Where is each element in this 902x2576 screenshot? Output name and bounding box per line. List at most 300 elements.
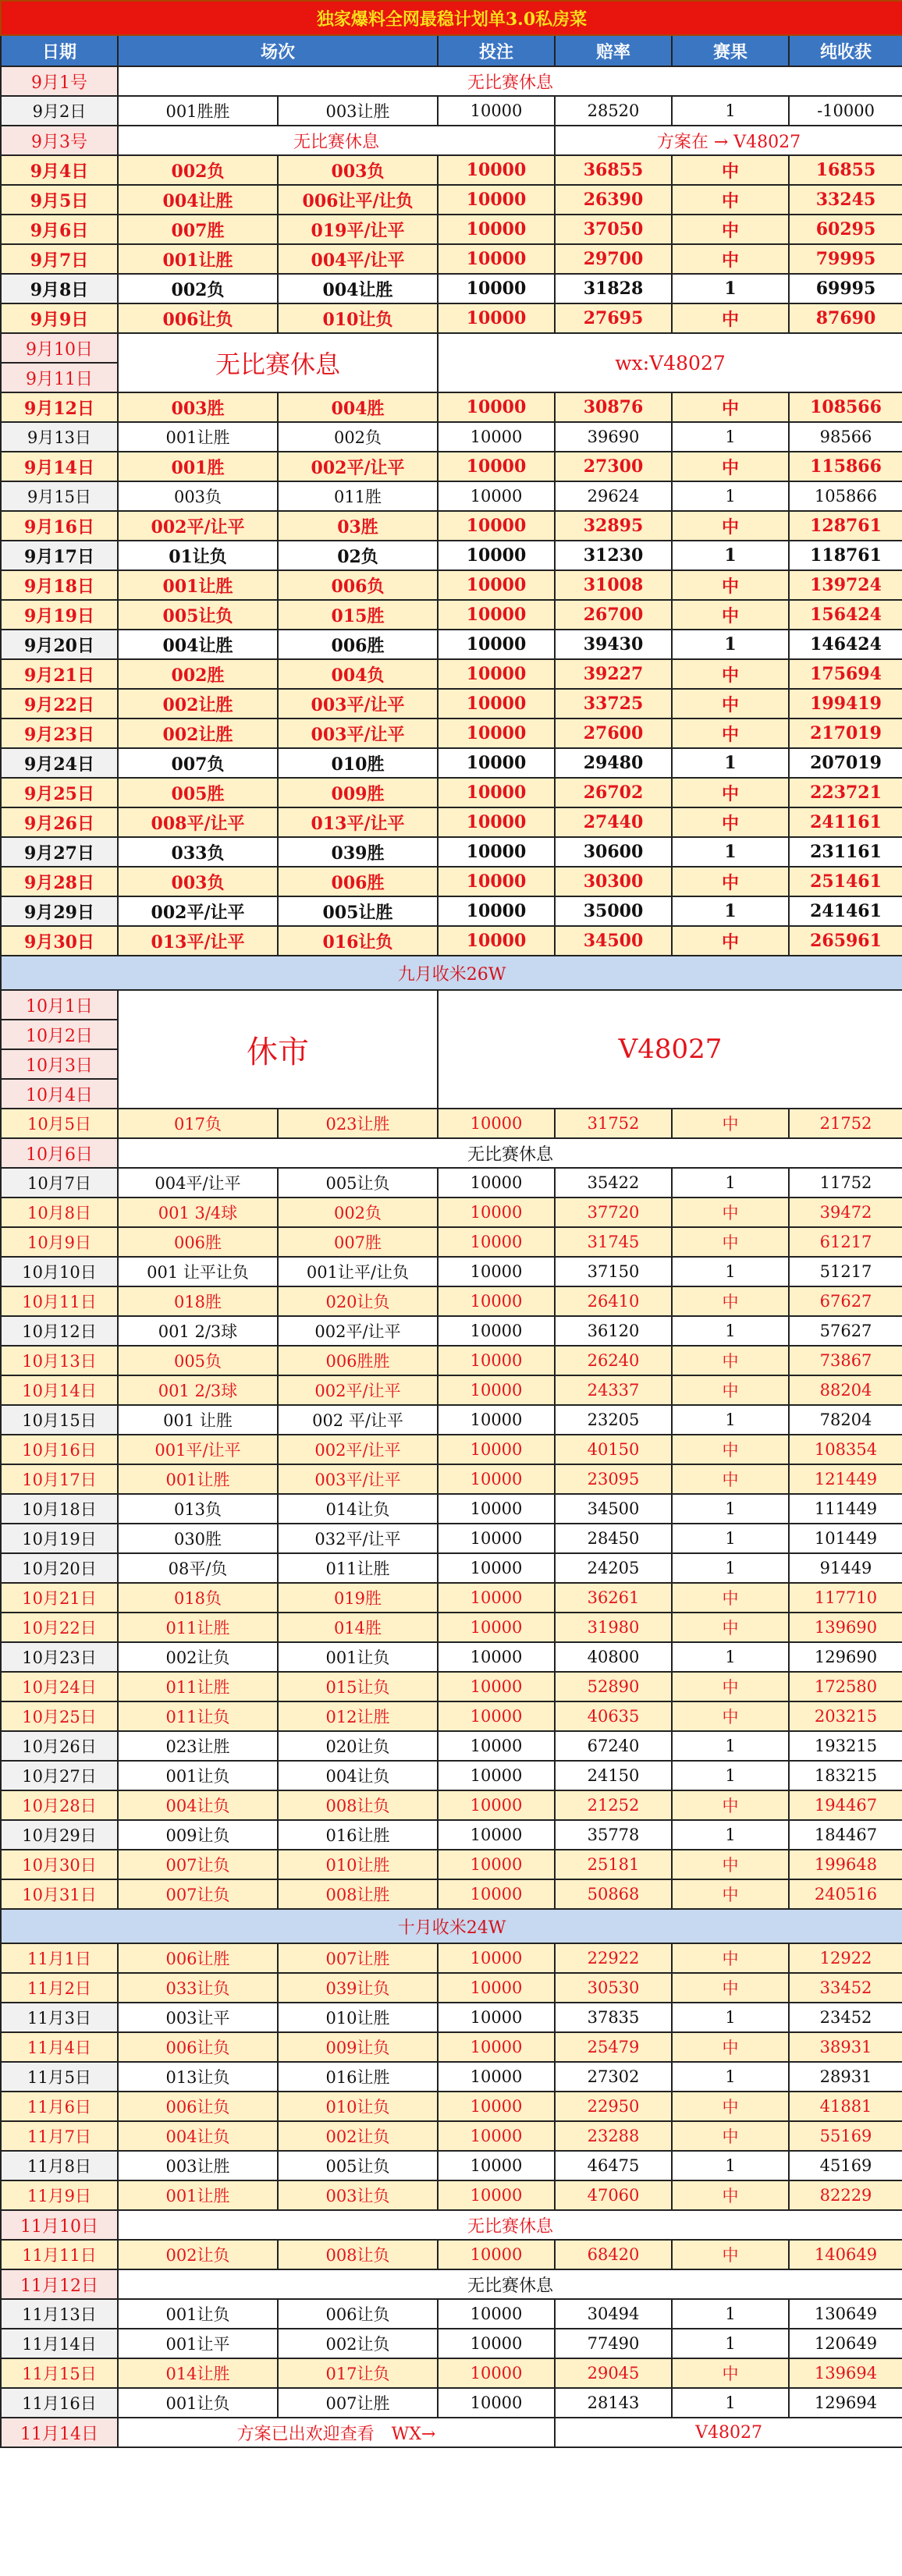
rest-note: 无比赛休息	[118, 2269, 902, 2299]
match-a-cell: 007让负	[118, 1879, 278, 1909]
date-cell: 9月5日	[1, 185, 118, 215]
header-matches: 场次	[118, 35, 438, 66]
result-cell: 1	[672, 2329, 789, 2358]
odds-cell: 32895	[555, 511, 672, 541]
stake-cell: 10000	[438, 185, 555, 215]
match-a-cell: 005让负	[118, 600, 278, 630]
match-b-cell: 002 平/让平	[278, 1405, 438, 1435]
odds-cell: 28143	[555, 2388, 672, 2418]
odds-cell: 30530	[555, 1973, 672, 2003]
net-cell: 45169	[789, 2151, 902, 2180]
date-cell: 10月9日	[1, 1227, 118, 1257]
net-cell: 61217	[789, 1227, 902, 1257]
match-a-cell: 004让负	[118, 1790, 278, 1820]
date-cell: 10月18日	[1, 1494, 118, 1524]
net-cell: 207019	[789, 748, 902, 778]
result-cell: 中	[672, 2032, 789, 2062]
odds-cell: 31828	[555, 274, 672, 303]
stake-cell: 10000	[438, 2121, 555, 2151]
date-cell: 9月6日	[1, 215, 118, 244]
net-cell: 115866	[789, 452, 902, 481]
net-cell: 11752	[789, 1168, 902, 1198]
match-b-cell: 003让胜	[278, 96, 438, 126]
date-cell: 11月12日	[1, 2269, 118, 2299]
net-cell: 67627	[789, 1286, 902, 1316]
stake-cell: 10000	[438, 1316, 555, 1346]
match-a-cell: 01让负	[118, 541, 278, 570]
net-cell: 51217	[789, 1257, 902, 1286]
odds-cell: 29045	[555, 2358, 672, 2388]
date-cell: 10月8日	[1, 1198, 118, 1227]
rest-row	[1, 2210, 902, 2240]
table-row	[1, 1405, 902, 1435]
match-b-cell: 003平/让平	[278, 1464, 438, 1494]
table-row	[1, 2358, 902, 2388]
result-cell: 中	[672, 1973, 789, 2003]
result-cell: 1	[672, 1642, 789, 1672]
stake-cell: 10000	[438, 1346, 555, 1375]
net-cell: 231161	[789, 837, 902, 867]
match-a-cell: 001让胜	[118, 570, 278, 600]
table-row	[1, 1731, 902, 1761]
stake-cell: 10000	[438, 659, 555, 689]
odds-cell: 77490	[555, 2329, 672, 2358]
net-cell: 128761	[789, 511, 902, 541]
table-row	[1, 303, 902, 333]
net-cell: 130649	[789, 2299, 902, 2329]
stake-cell: 10000	[438, 2240, 555, 2269]
net-cell: 129694	[789, 2388, 902, 2418]
date-cell: 10月15日	[1, 1405, 118, 1435]
date-cell: 9月30日	[1, 926, 118, 956]
stake-cell: 10000	[438, 481, 555, 511]
match-a-cell: 002平/让平	[118, 511, 278, 541]
odds-cell: 40150	[555, 1435, 672, 1464]
odds-cell: 31008	[555, 570, 672, 600]
net-cell: 108354	[789, 1435, 902, 1464]
match-b-cell: 009让负	[278, 2032, 438, 2062]
net-cell: 175694	[789, 659, 902, 689]
table-row	[1, 1257, 902, 1286]
net-cell: 55169	[789, 2121, 902, 2151]
match-b-cell: 001让平/让负	[278, 1257, 438, 1286]
table-row	[1, 1943, 902, 1973]
match-a-cell: 002胜	[118, 659, 278, 689]
match-b-cell: 008让胜	[278, 1879, 438, 1909]
result-cell: 1	[672, 1316, 789, 1346]
odds-cell: 27695	[555, 303, 672, 333]
net-cell: -10000	[789, 96, 902, 126]
contact-note: 方案在 → V48027	[555, 126, 902, 155]
result-cell: 中	[672, 185, 789, 215]
net-cell: 172580	[789, 1672, 902, 1701]
stake-cell: 10000	[438, 303, 555, 333]
net-cell: 16855	[789, 155, 902, 185]
month-summary: 十月收米24W	[1, 1909, 902, 1943]
table-row	[1, 1879, 902, 1909]
date-cell: 9月17日	[1, 541, 118, 570]
date-cell: 9月22日	[1, 689, 118, 719]
match-a-cell: 006让负	[118, 2092, 278, 2121]
contact-note: V48027	[555, 2418, 902, 2447]
match-b-cell: 016让负	[278, 926, 438, 956]
table-row	[1, 1494, 902, 1524]
odds-cell: 39690	[555, 422, 672, 452]
net-cell: 240516	[789, 1879, 902, 1909]
date-cell: 10月20日	[1, 1553, 118, 1583]
table-row	[1, 1613, 902, 1642]
match-a-cell: 002让胜	[118, 719, 278, 748]
odds-cell: 37835	[555, 2003, 672, 2032]
table-row	[1, 392, 902, 422]
footer-row	[1, 2418, 902, 2447]
result-cell: 中	[672, 303, 789, 333]
odds-cell: 24150	[555, 1761, 672, 1790]
stake-cell: 10000	[438, 807, 555, 837]
result-cell: 1	[672, 1257, 789, 1286]
net-cell: 184467	[789, 1820, 902, 1850]
match-a-cell: 003胜	[118, 392, 278, 422]
date-cell: 10月27日	[1, 1761, 118, 1790]
result-cell: 1	[672, 2388, 789, 2418]
odds-cell: 31752	[555, 1109, 672, 1138]
table-row	[1, 511, 902, 541]
result-cell: 中	[672, 155, 789, 185]
net-cell: 87690	[789, 303, 902, 333]
table-row	[1, 1198, 902, 1227]
date-cell: 11月2日	[1, 1973, 118, 2003]
odds-cell: 52890	[555, 1672, 672, 1701]
match-b-cell: 003平/让平	[278, 689, 438, 719]
match-b-cell: 002平/让平	[278, 1316, 438, 1346]
stake-cell: 10000	[438, 215, 555, 244]
odds-cell: 24337	[555, 1375, 672, 1405]
match-a-cell: 001 2/3球	[118, 1375, 278, 1405]
stake-cell: 10000	[438, 2329, 555, 2358]
contact-note: V48027	[438, 990, 902, 1109]
stake-cell: 10000	[438, 1257, 555, 1286]
match-b-cell: 004平/让平	[278, 244, 438, 274]
match-a-cell: 002负	[118, 274, 278, 303]
net-cell: 199419	[789, 689, 902, 719]
stake-cell: 10000	[438, 778, 555, 807]
match-a-cell: 003让胜	[118, 2151, 278, 2180]
table-row	[1, 274, 902, 303]
match-b-cell: 003让负	[278, 2180, 438, 2210]
match-a-cell: 003负	[118, 481, 278, 511]
table-row	[1, 1227, 902, 1257]
table-row	[1, 807, 902, 837]
date-cell: 10月21日	[1, 1583, 118, 1613]
match-b-cell: 006让负	[278, 2299, 438, 2329]
date-cell: 11月14日	[1, 2329, 118, 2358]
match-a-cell: 001让胜	[118, 244, 278, 274]
odds-cell: 31980	[555, 1613, 672, 1642]
date-cell: 10月14日	[1, 1375, 118, 1405]
match-a-cell: 001让负	[118, 2299, 278, 2329]
date-cell: 10月6日	[1, 1138, 118, 1168]
match-a-cell: 004平/让平	[118, 1168, 278, 1198]
match-a-cell: 08平/负	[118, 1553, 278, 1583]
stake-cell: 10000	[438, 2092, 555, 2121]
match-a-cell: 001让胜	[118, 1464, 278, 1494]
match-b-cell: 012让胜	[278, 1701, 438, 1731]
table-row	[1, 659, 902, 689]
result-cell: 1	[672, 274, 789, 303]
result-cell: 中	[672, 600, 789, 630]
match-b-cell: 032平/让平	[278, 1524, 438, 1553]
result-cell: 1	[672, 2003, 789, 2032]
table-row	[1, 541, 902, 570]
result-cell: 中	[672, 926, 789, 956]
result-cell: 中	[672, 392, 789, 422]
table-row	[1, 570, 902, 600]
header-date: 日期	[1, 35, 118, 66]
date-cell: 9月18日	[1, 570, 118, 600]
odds-cell: 24205	[555, 1553, 672, 1583]
result-cell: 中	[672, 1613, 789, 1642]
date-cell: 9月21日	[1, 659, 118, 689]
match-b-cell: 002平/让平	[278, 1375, 438, 1405]
match-a-cell: 011让胜	[118, 1672, 278, 1701]
stake-cell: 10000	[438, 1790, 555, 1820]
rest-note: 无比赛休息	[118, 126, 555, 155]
table-row	[1, 1316, 902, 1346]
table-row	[1, 1701, 902, 1731]
odds-cell: 22950	[555, 2092, 672, 2121]
odds-cell: 27302	[555, 2062, 672, 2092]
odds-cell: 30494	[555, 2299, 672, 2329]
match-b-cell: 015胜	[278, 600, 438, 630]
date-cell: 9月7日	[1, 244, 118, 274]
match-a-cell: 001胜胜	[118, 96, 278, 126]
net-cell: 39472	[789, 1198, 902, 1227]
table-row	[1, 1346, 902, 1375]
table-row	[1, 1761, 902, 1790]
rest-row	[1, 126, 902, 155]
table-row	[1, 719, 902, 748]
date-cell: 9月3号	[1, 126, 118, 155]
net-cell: 33452	[789, 1973, 902, 2003]
date-cell: 10月17日	[1, 1464, 118, 1494]
table-row	[1, 155, 902, 185]
date-cell: 10月3日	[1, 1049, 118, 1079]
result-cell: 中	[672, 1435, 789, 1464]
date-cell: 9月27日	[1, 837, 118, 867]
result-cell: 中	[672, 2358, 789, 2388]
match-a-cell: 002平/让平	[118, 896, 278, 926]
match-a-cell: 001胜	[118, 452, 278, 481]
match-a-cell: 001 3/4球	[118, 1198, 278, 1227]
rest-row	[1, 66, 902, 96]
odds-cell: 25181	[555, 1850, 672, 1879]
result-cell: 1	[672, 837, 789, 867]
date-cell: 9月24日	[1, 748, 118, 778]
result-cell: 1	[672, 1761, 789, 1790]
date-cell: 10月24日	[1, 1672, 118, 1701]
net-cell: 79995	[789, 244, 902, 274]
match-a-cell: 001平/让平	[118, 1435, 278, 1464]
result-cell: 1	[672, 422, 789, 452]
date-cell: 9月13日	[1, 422, 118, 452]
match-a-cell: 004让胜	[118, 630, 278, 659]
stake-cell: 10000	[438, 600, 555, 630]
stake-cell: 10000	[438, 1435, 555, 1464]
odds-cell: 26700	[555, 600, 672, 630]
date-cell: 9月29日	[1, 896, 118, 926]
result-cell: 中	[672, 1227, 789, 1257]
net-cell: 139690	[789, 1613, 902, 1642]
match-a-cell: 007让负	[118, 1850, 278, 1879]
table-row	[1, 185, 902, 215]
odds-cell: 28450	[555, 1524, 672, 1553]
result-cell: 1	[672, 541, 789, 570]
match-a-cell: 017负	[118, 1109, 278, 1138]
date-cell: 10月11日	[1, 1286, 118, 1316]
odds-cell: 36120	[555, 1316, 672, 1346]
odds-cell: 28520	[555, 96, 672, 126]
match-b-cell: 009胜	[278, 778, 438, 807]
stake-cell: 10000	[438, 867, 555, 896]
table-row	[1, 837, 902, 867]
table-row	[1, 1973, 902, 2003]
month-summary: 九月收米26W	[1, 956, 902, 990]
stake-cell: 10000	[438, 1731, 555, 1761]
odds-cell: 36261	[555, 1583, 672, 1613]
contact-note: wx:V48027	[438, 333, 902, 392]
match-b-cell: 002负	[278, 422, 438, 452]
result-cell: 中	[672, 1375, 789, 1405]
match-a-cell: 006胜	[118, 1227, 278, 1257]
date-cell: 9月28日	[1, 867, 118, 896]
odds-cell: 27600	[555, 719, 672, 748]
match-b-cell: 020让负	[278, 1731, 438, 1761]
result-cell: 1	[672, 630, 789, 659]
table-row	[1, 2092, 902, 2121]
date-cell: 9月4日	[1, 155, 118, 185]
rest-row	[1, 1138, 902, 1168]
table-row	[1, 2180, 902, 2210]
match-a-cell: 003让平	[118, 2003, 278, 2032]
odds-cell: 34500	[555, 1494, 672, 1524]
match-b-cell: 010胜	[278, 748, 438, 778]
date-cell: 9月23日	[1, 719, 118, 748]
result-cell: 1	[672, 1168, 789, 1198]
match-b-cell: 007让胜	[278, 1943, 438, 1973]
match-a-cell: 005胜	[118, 778, 278, 807]
odds-cell: 26240	[555, 1346, 672, 1375]
stake-cell: 10000	[438, 1820, 555, 1850]
result-cell: 1	[672, 748, 789, 778]
result-cell: 中	[672, 867, 789, 896]
table-row	[1, 2121, 902, 2151]
table-row	[1, 2151, 902, 2180]
stake-cell: 10000	[438, 244, 555, 274]
odds-cell: 29624	[555, 481, 672, 511]
stake-cell: 10000	[438, 1973, 555, 2003]
net-cell: 33245	[789, 185, 902, 215]
stake-cell: 10000	[438, 1405, 555, 1435]
odds-cell: 37150	[555, 1257, 672, 1286]
match-b-cell: 023让胜	[278, 1109, 438, 1138]
table-row	[1, 1168, 902, 1198]
date-cell: 10月16日	[1, 1435, 118, 1464]
match-a-cell: 004让胜	[118, 185, 278, 215]
table-row	[1, 600, 902, 630]
date-cell: 11月5日	[1, 2062, 118, 2092]
result-cell: 中	[672, 1879, 789, 1909]
date-cell: 10月5日	[1, 1109, 118, 1138]
match-a-cell: 011让负	[118, 1701, 278, 1731]
match-a-cell: 001 让平让负	[118, 1257, 278, 1286]
match-b-cell: 005让负	[278, 2151, 438, 2180]
stake-cell: 10000	[438, 719, 555, 748]
net-cell: 108566	[789, 392, 902, 422]
match-a-cell: 030胜	[118, 1524, 278, 1553]
odds-cell: 29480	[555, 748, 672, 778]
odds-cell: 47060	[555, 2180, 672, 2210]
stake-cell: 10000	[438, 1494, 555, 1524]
stake-cell: 10000	[438, 748, 555, 778]
stake-cell: 10000	[438, 392, 555, 422]
header-result: 赛果	[672, 35, 789, 66]
net-cell: 60295	[789, 215, 902, 244]
stake-cell: 10000	[438, 1553, 555, 1583]
result-cell: 1	[672, 1820, 789, 1850]
date-cell: 10月12日	[1, 1316, 118, 1346]
net-cell: 117710	[789, 1583, 902, 1613]
match-b-cell: 003平/让平	[278, 719, 438, 748]
net-cell: 120649	[789, 2329, 902, 2358]
date-cell: 10月22日	[1, 1613, 118, 1642]
date-cell: 10月1日	[1, 990, 118, 1020]
net-cell: 139724	[789, 570, 902, 600]
result-cell: 中	[672, 2240, 789, 2269]
stake-cell: 10000	[438, 1227, 555, 1257]
net-cell: 241161	[789, 807, 902, 837]
match-a-cell: 003负	[118, 867, 278, 896]
net-cell: 23452	[789, 2003, 902, 2032]
result-cell: 中	[672, 1850, 789, 1879]
table-row	[1, 2388, 902, 2418]
net-cell: 203215	[789, 1701, 902, 1731]
rest-note: 无比赛休息	[118, 66, 902, 96]
match-b-cell: 002让负	[278, 2329, 438, 2358]
stake-cell: 10000	[438, 2062, 555, 2092]
match-a-cell: 001 让胜	[118, 1405, 278, 1435]
match-a-cell: 014让胜	[118, 2358, 278, 2388]
odds-cell: 26410	[555, 1286, 672, 1316]
match-a-cell: 001让负	[118, 1761, 278, 1790]
rest-row	[1, 333, 902, 363]
result-cell: 1	[672, 1405, 789, 1435]
match-a-cell: 004让负	[118, 2121, 278, 2151]
net-cell: 121449	[789, 1464, 902, 1494]
table-row	[1, 1583, 902, 1613]
stake-cell: 10000	[438, 630, 555, 659]
result-cell: 中	[672, 1790, 789, 1820]
date-cell: 9月26日	[1, 807, 118, 837]
result-cell: 中	[672, 1583, 789, 1613]
result-cell: 中	[672, 1464, 789, 1494]
match-a-cell: 006让负	[118, 303, 278, 333]
table-row	[1, 748, 902, 778]
net-cell: 98566	[789, 422, 902, 452]
match-a-cell: 001让负	[118, 2388, 278, 2418]
stake-cell: 10000	[438, 1672, 555, 1701]
table-row	[1, 778, 902, 807]
result-cell: 中	[672, 1346, 789, 1375]
